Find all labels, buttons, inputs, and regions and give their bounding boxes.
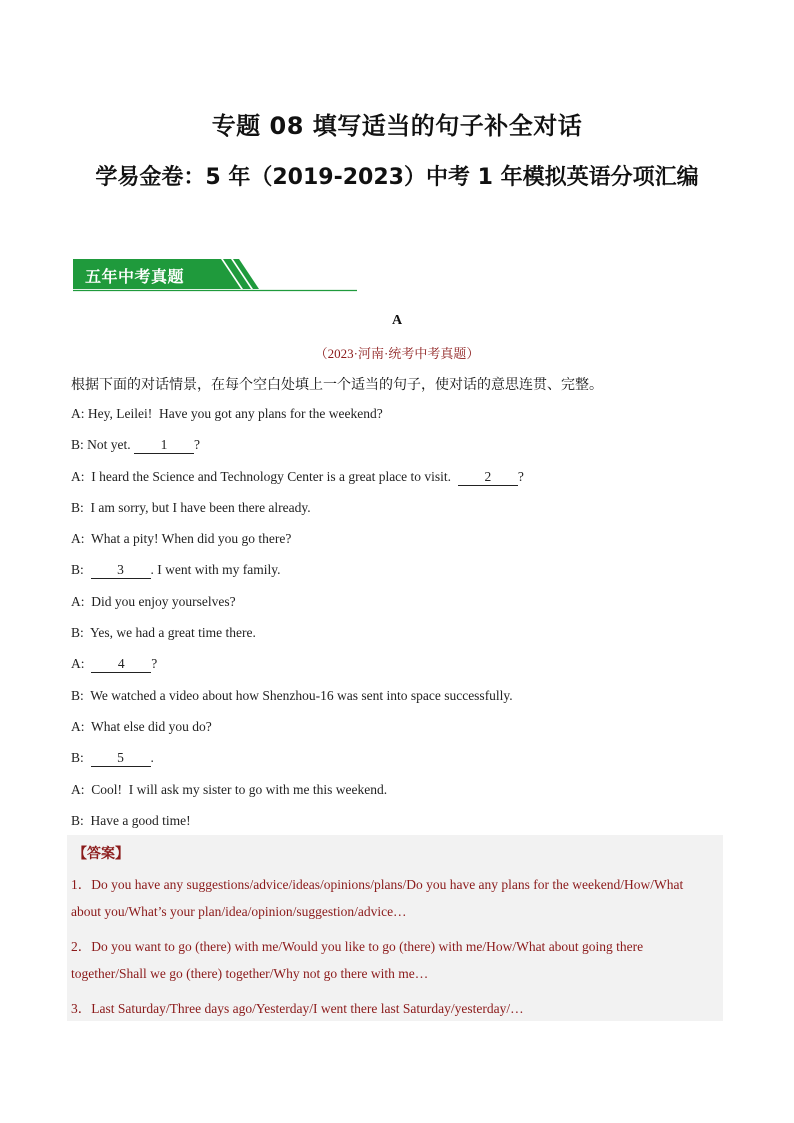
dialog-text: B: Yes, we had a great time there. <box>71 625 256 641</box>
dialog-line <box>71 780 731 811</box>
dialog-text: B: I am sorry, but I have been there already. <box>71 499 311 515</box>
dialog-line <box>71 498 731 529</box>
dialog-text: B: Not yet. <box>71 437 134 453</box>
dialog-line <box>71 404 731 435</box>
dialog-text: A: Hey, Leilei! Have you got any plans for the weekend? <box>71 406 383 421</box>
answer-blank[interactable]: 3 <box>91 562 151 579</box>
dialog-text: A: Did you enjoy yourselves? <box>71 593 236 609</box>
dialog-text: A: What a pity! When did you go there? <box>71 531 292 547</box>
answer-blank[interactable]: 2 <box>458 469 518 486</box>
banner-label: 五年中考真题 <box>85 267 185 286</box>
dialog-text: A: Cool! I will ask my sister to go with me this weekend. <box>71 781 388 797</box>
answer-box <box>67 835 723 1021</box>
dialog-text: ? <box>151 656 158 672</box>
dialog-line <box>71 654 731 685</box>
document-title: 专题 08 填写适当的句子补全对话 <box>211 112 583 140</box>
answer-line: 2．Do you want to go (there) with me/Would you like to go (there) with me/How/What about going there <box>71 939 644 954</box>
dialog-line <box>71 717 731 748</box>
answer-blank[interactable]: 5 <box>91 750 151 767</box>
dialog-line <box>71 623 731 654</box>
dialog-text: ? <box>194 437 200 453</box>
dialog-text: . I went with my family. <box>150 562 281 578</box>
dialog-text: B: <box>71 750 91 766</box>
section-banner <box>73 257 357 293</box>
dialog-text: B: <box>71 562 91 578</box>
answer-heading: 【答案】 <box>73 846 129 862</box>
answer-blank[interactable]: 1 <box>134 437 194 454</box>
dialog-line <box>71 560 731 591</box>
dialog-line <box>71 435 731 466</box>
dialog-line <box>71 529 731 560</box>
dialog-line <box>71 686 731 717</box>
dialog-text: B: We watched a video about how Shenzhou-16 was sent into space successfully. <box>71 687 513 703</box>
answer-line: 3．Last Saturday/Three days ago/Yesterday/I went there last Saturday/yesterday/… <box>71 1001 524 1016</box>
answer-blank[interactable]: 4 <box>91 656 151 673</box>
dialog-text: B: Have a good time! <box>71 812 191 828</box>
dialog-text: ? <box>517 468 524 484</box>
passage-letter: A <box>391 313 403 328</box>
dialog-line <box>71 592 731 623</box>
answer-line: together/Shall we go (there) together/Why not go there with me… <box>71 966 429 981</box>
answer-line: 1．Do you have any suggestions/advice/ideas/opinions/plans/Do you have any plans for the weekend/How/What <box>71 877 684 892</box>
dialog-text: A: <box>71 656 92 672</box>
document-subtitle: 学易金卷：5 年（2019-2023）中考 1 年模拟英语分项汇编 <box>95 165 699 190</box>
dialog <box>71 404 731 842</box>
dialog-text: A: I heard the Science and Technology Center is a great place to visit. <box>71 468 458 484</box>
question-instruction: 根据下面的对话情景，在每个空白处填上一个适当的句子，使对话的意思连贯、完整。 <box>71 377 603 393</box>
dialog-line <box>71 748 731 779</box>
dialog-line <box>71 467 731 498</box>
dialog-text: . <box>150 750 154 766</box>
answer-line: about you/What’s your plan/idea/opinion/suggestion/advice… <box>71 904 407 919</box>
question-source: （2023·河南·统考中考真题） <box>314 346 480 361</box>
dialog-text: A: What else did you do? <box>71 718 212 734</box>
